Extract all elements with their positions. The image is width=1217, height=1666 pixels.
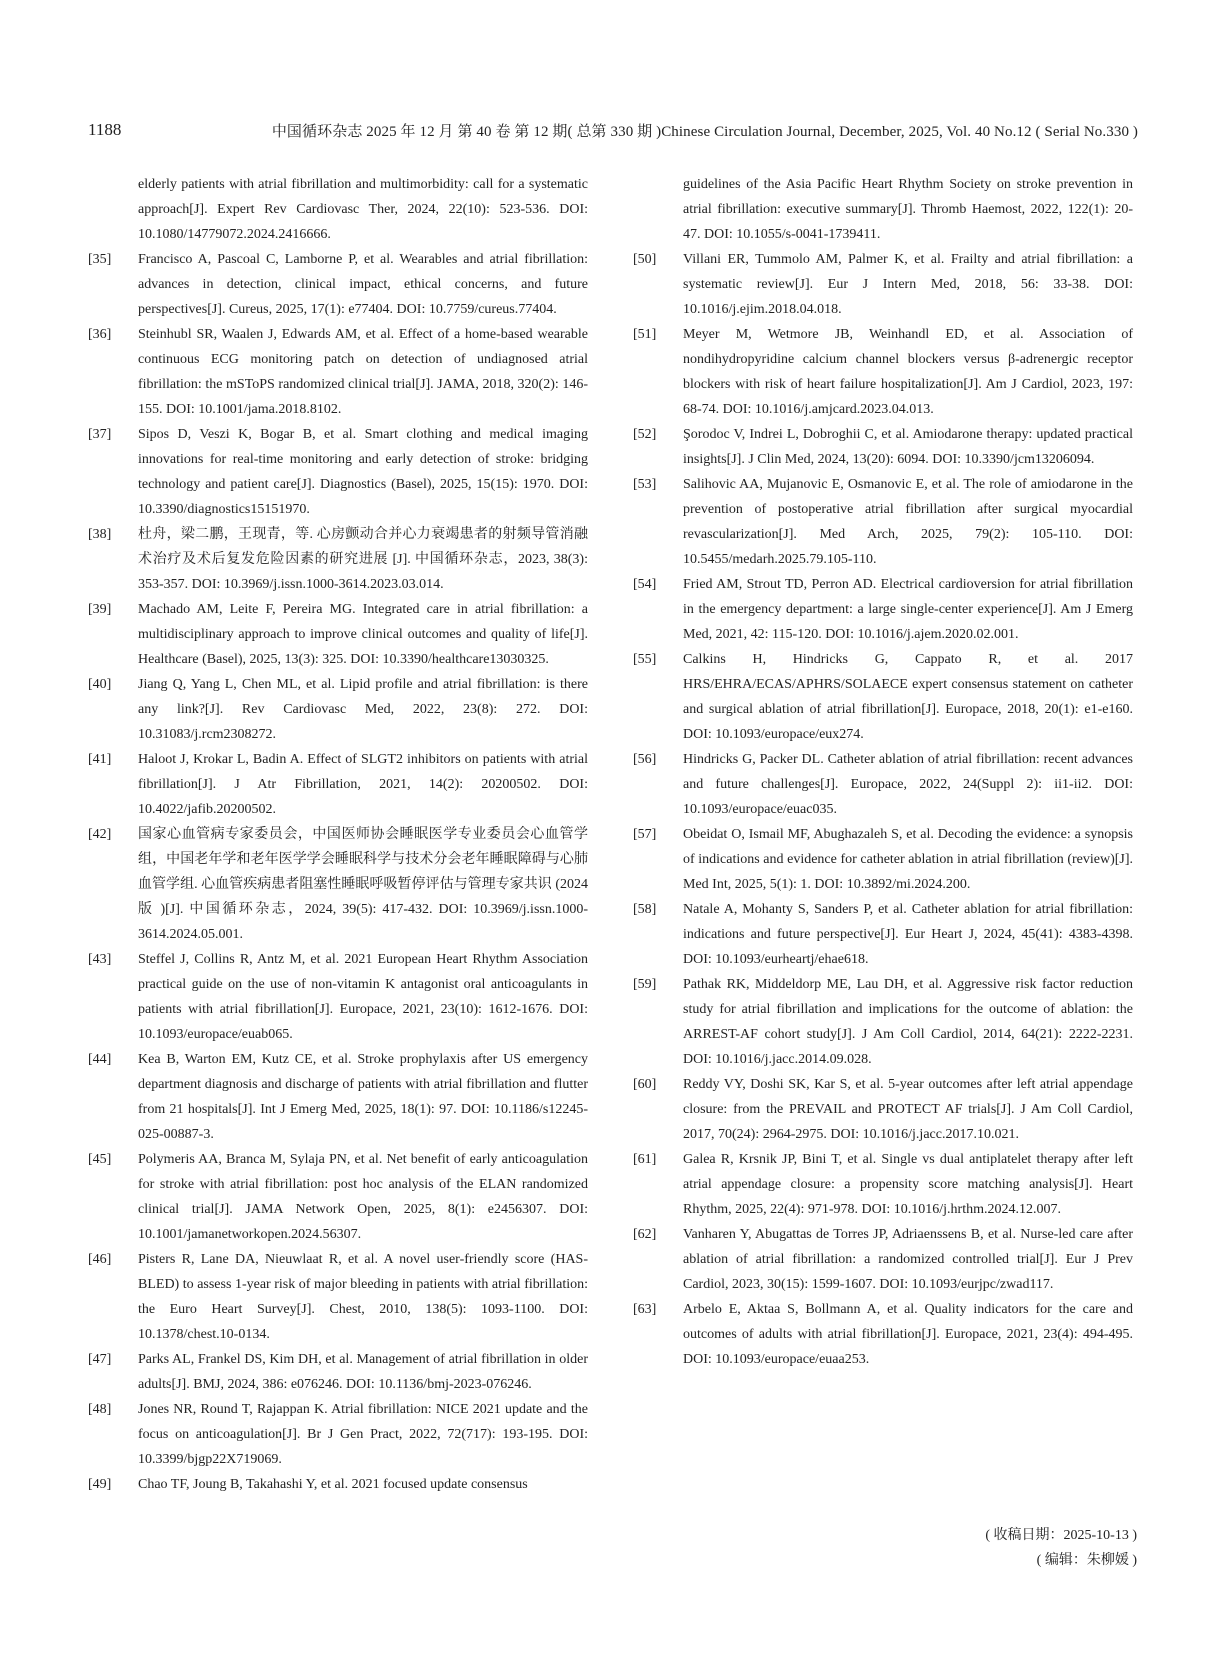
reference-list-right — [633, 247, 1133, 1372]
reference-item — [88, 422, 588, 522]
reference-item — [633, 822, 1133, 897]
reference-number: [52] — [633, 427, 657, 442]
reference-number: [63] — [633, 1302, 657, 1317]
reference-number: [53] — [633, 477, 657, 492]
reference-item — [633, 472, 1133, 572]
reference-item — [633, 972, 1133, 1072]
page-header — [88, 120, 1138, 144]
left-column — [88, 172, 588, 1497]
reference-item — [633, 322, 1133, 422]
reference-number: [49] — [88, 1477, 112, 1492]
reference-number: [38] — [88, 527, 112, 542]
reference-item — [633, 1072, 1133, 1147]
reference-text: Jiang Q, Yang L, Chen ML, et al. Lipid profile and atrial fibrillation: is there any link?[J]. Rev Cardiovasc Med, 2022, 23(8): 272. DOI: 10.31083/j.rcm2308272. — [138, 677, 588, 742]
reference-item — [633, 422, 1133, 472]
reference-number: [57] — [633, 827, 657, 842]
reference-continuation: elderly patients with atrial fibrillation and multimorbidity: call for a systematic approach[J]. Expert Rev Cardiovasc Ther, 2024, 22(10): 523-536. DOI: 10.1080/14779072.2024.2416666. — [138, 177, 588, 242]
reference-item — [88, 1397, 588, 1472]
reference-text: Arbelo E, Aktaa S, Bollmann A, et al. Quality indicators for the care and outcomes of adults with atrial fibrillation[J]. Europace, 2021, 23(4): 494-495. DOI: 10.1093/europace/euaa253. — [683, 1302, 1133, 1367]
reference-item — [633, 647, 1133, 747]
reference-text: 杜舟，梁二鹏，王现青，等. 心房颤动合并心力衰竭患者的射频导管消融术治疗及术后复发危险因素的研究进展 [J]. 中国循环杂志，2023, 38(3): 353-357. DOI: 10.3969/j.issn.1000-3614.2023.03.014. — [138, 527, 588, 592]
reference-item — [88, 1247, 588, 1347]
reference-text: Meyer M, Wetmore JB, Weinhandl ED, et al. Association of nondihydropyridine calcium channel blockers versus β-adrenergic receptor blockers with risk of heart failure hospitalization[J]. Am J Cardiol, 2023, 197: 68-74. DOI: 10.1016/j.amjcard.2023.04.013. — [683, 327, 1133, 417]
reference-item — [633, 897, 1133, 972]
reference-text: Parks AL, Frankel DS, Kim DH, et al. Management of atrial fibrillation in older adults[J]. BMJ, 2024, 386: e076246. DOI: 10.1136/bmj-2023-076246. — [138, 1352, 588, 1392]
reference-text: Francisco A, Pascoal C, Lamborne P, et al. Wearables and atrial fibrillation: advances in detection, clinical impact, ethical concerns, and future perspectives[J]. Cureus, 2025, 17(1): e77404. DOI: 10.7759/cureus.77404. — [138, 252, 588, 317]
reference-number: [54] — [633, 577, 657, 592]
reference-number: [35] — [88, 252, 112, 267]
reference-number: [42] — [88, 827, 112, 842]
reference-item — [88, 947, 588, 1047]
reference-item — [88, 672, 588, 747]
reference-text: Fried AM, Strout TD, Perron AD. Electrical cardioversion for atrial fibrillation in the emergency department: a large single-center experience[J]. Am J Emerg Med, 2021, 42: 115-120. DOI: 10.1016/j.ajem.2020.02.001. — [683, 577, 1133, 642]
reference-item — [88, 1047, 588, 1147]
reference-text: Steffel J, Collins R, Antz M, et al. 2021 European Heart Rhythm Association practical guide on the use of non-vitamin K antagonist oral anticoagulants in patients with atrial fibrillation[J]. Europace, 2021, 23(10): 1612-1676. DOI: 10.1093/europace/euab065. — [138, 952, 588, 1042]
reference-number: [39] — [88, 602, 112, 617]
reference-text: Obeidat O, Ismail MF, Abughazaleh S, et al. Decoding the evidence: a synopsis of indications and evidence for catheter ablation in atrial fibrillation (review)[J]. Med Int, 2025, 5(1): 1. DOI: 10.3892/mi.2024.200. — [683, 827, 1133, 892]
reference-text: Pathak RK, Middeldorp ME, Lau DH, et al. Aggressive risk factor reduction study for atrial fibrillation and implications for the outcome of ablation: the ARREST-AF cohort study[J]. J Am Coll Cardiol, 2014, 64(21): 2222-2231. DOI: 10.1016/j.jacc.2014.09.028. — [683, 977, 1133, 1067]
reference-number: [61] — [633, 1152, 657, 1167]
page-number: 1188 — [88, 120, 122, 139]
reference-item — [633, 572, 1133, 647]
reference-text: Galea R, Krsnik JP, Bini T, et al. Single vs dual antiplatelet therapy after left atrial appendage closure: a propensity score matching analysis[J]. Heart Rhythm, 2025, 22(4): 971-978. DOI: 10.1016/j.hrthm.2024.12.007. — [683, 1152, 1133, 1217]
reference-text: Şorodoc V, Indrei L, Dobroghii C, et al. Amiodarone therapy: updated practical insights[J]. J Clin Med, 2024, 13(20): 6094. DOI: 10.3390/jcm13206094. — [683, 427, 1133, 467]
reference-text: Hindricks G, Packer DL. Catheter ablation of atrial fibrillation: recent advances and future challenges[J]. Europace, 2022, 24(Suppl 2): ii1-ii2. DOI: 10.1093/europace/euac035. — [683, 752, 1133, 817]
reference-item — [88, 747, 588, 822]
reference-text: Jones NR, Round T, Rajappan K. Atrial fibrillation: NICE 2021 update and the focus on anticoagulation[J]. Br J Gen Pract, 2022, 72(717): 193-195. DOI: 10.3399/bjgp22X719069. — [138, 1402, 588, 1467]
reference-number: [56] — [633, 752, 657, 767]
reference-number: [51] — [633, 327, 657, 342]
reference-item — [88, 1147, 588, 1247]
reference-item — [88, 322, 588, 422]
reference-number: [50] — [633, 252, 657, 267]
reference-text: Pisters R, Lane DA, Nieuwlaat R, et al. A novel user-friendly score (HAS-BLED) to assess 1-year risk of major bleeding in patients with atrial fibrillation: the Euro Heart Survey[J]. Chest, 2010, 138(5): 1093-1100. DOI: 10.1378/chest.10-0134. — [138, 1252, 588, 1342]
reference-text: Chao TF, Joung B, Takahashi Y, et al. 2021 focused update consensus — [138, 1477, 528, 1492]
reference-number: [46] — [88, 1252, 112, 1267]
reference-number: [58] — [633, 902, 657, 917]
reference-continuation: guidelines of the Asia Pacific Heart Rhythm Society on stroke prevention in atrial fibrillation: executive summary[J]. Thromb Haemost, 2022, 122(1): 20-47. DOI: 10.1055/s-0041-1739411. — [683, 177, 1133, 242]
reference-item — [633, 1147, 1133, 1222]
reference-number: [41] — [88, 752, 112, 767]
article-footer — [985, 1523, 1137, 1573]
reference-text: Sipos D, Veszi K, Bogar B, et al. Smart clothing and medical imaging innovations for real-time monitoring and early detection of stroke: bridging technology and patient care[J]. Diagnostics (Basel), 2025, 15(15): 1970. DOI: 10.3390/diagnostics15151970. — [138, 427, 588, 517]
reference-number: [40] — [88, 677, 112, 692]
reference-item — [633, 747, 1133, 822]
reference-text: Salihovic AA, Mujanovic E, Osmanovic E, et al. The role of amiodarone in the prevention of postoperative atrial fibrillation after surgical myocardial revascularization[J]. Med Arch, 2025, 79(2): 105-110. DOI: 10.5455/medarh.2025.79.105-110. — [683, 477, 1133, 567]
reference-text: Vanharen Y, Abugattas de Torres JP, Adriaenssens B, et al. Nurse-led care after ablation of atrial fibrillation: a randomized controlled trial[J]. Eur J Prev Cardiol, 2023, 30(15): 1599-1607. DOI: 10.1093/eurjpc/zwad117. — [683, 1227, 1133, 1292]
reference-text: Natale A, Mohanty S, Sanders P, et al. Catheter ablation for atrial fibrillation: indications and future perspective[J]. Eur Heart J, 2024, 45(41): 4383-4398. DOI: 10.1093/eurheartj/ehae618. — [683, 902, 1133, 967]
reference-number: [43] — [88, 952, 112, 967]
reference-number: [47] — [88, 1352, 112, 1367]
reference-item — [88, 522, 588, 597]
reference-text: Polymeris AA, Branca M, Sylaja PN, et al. Net benefit of early anticoagulation for stroke with atrial fibrillation: post hoc analysis of the ELAN randomized clinical trial[J]. JAMA Network Open, 2025, 8(1): e2456307. DOI: 10.1001/jamanetworkopen.2024.56307. — [138, 1152, 588, 1242]
reference-text: Reddy VY, Doshi SK, Kar S, et al. 5-year outcomes after left atrial appendage closure: from the PREVAIL and PROTECT AF trials[J]. J Am Coll Cardiol, 2017, 70(24): 2964-2975. DOI: 10.1016/j.jacc.2017.10.021. — [683, 1077, 1133, 1142]
received-date: ( 收稿日期：2025-10-13 ) — [985, 1528, 1137, 1543]
reference-number: [45] — [88, 1152, 112, 1167]
reference-item — [88, 1347, 588, 1397]
right-column — [633, 172, 1133, 1372]
reference-item — [88, 247, 588, 322]
reference-number: [48] — [88, 1402, 112, 1417]
reference-item — [88, 1472, 588, 1497]
reference-item — [88, 822, 588, 947]
reference-text: Steinhubl SR, Waalen J, Edwards AM, et al. Effect of a home-based wearable continuous ECG monitoring patch on detection of undiagnosed atrial fibrillation: the mSToPS randomized clinical trial[J]. JAMA, 2018, 320(2): 146-155. DOI: 10.1001/jama.2018.8102. — [138, 327, 588, 417]
reference-item — [88, 597, 588, 672]
reference-number: [59] — [633, 977, 657, 992]
reference-text: Villani ER, Tummolo AM, Palmer K, et al. Frailty and atrial fibrillation: a systematic review[J]. Eur J Intern Med, 2018, 56: 33-38. DOI: 10.1016/j.ejim.2018.04.018. — [683, 252, 1133, 317]
reference-number: [55] — [633, 652, 657, 667]
editor-credit: ( 编辑：朱柳媛 ) — [1036, 1553, 1137, 1568]
reference-number: [44] — [88, 1052, 112, 1067]
reference-text: Haloot J, Krokar L, Badin A. Effect of SLGT2 inhibitors on patients with atrial fibrillation[J]. J Atr Fibrillation, 2021, 14(2): 20200502. DOI: 10.4022/jafib.20200502. — [138, 752, 588, 817]
reference-item — [633, 1297, 1133, 1372]
reference-item — [633, 1222, 1133, 1297]
reference-text: Calkins H, Hindricks G, Cappato R, et al. 2017 HRS/EHRA/ECAS/APHRS/SOLAECE expert consensus statement on catheter and surgical ablation of atrial fibrillation[J]. Europace, 2018, 20(1): e1-e160. DOI: 10.1093/europace/eux274. — [683, 652, 1133, 742]
reference-number: [62] — [633, 1227, 657, 1242]
reference-text: 国家心血管病专家委员会，中国医师协会睡眠医学专业委员会心血管学组，中国老年学和老年医学学会睡眠科学与技术分会老年睡眠障碍与心肺血管学组. 心血管疾病患者阻塞性睡眠呼吸暂停评估与管理专家共识 (2024 版 )[J]. 中国循环杂志，2024, 39(5): 417-432. DOI: 10.3969/j.issn.1000-3614.2024.05.001. — [138, 827, 588, 942]
reference-item — [633, 247, 1133, 322]
reference-number: [60] — [633, 1077, 657, 1092]
reference-text: Kea B, Warton EM, Kutz CE, et al. Stroke prophylaxis after US emergency department diagnosis and discharge of patients with atrial fibrillation and flutter from 21 hospitals[J]. Int J Emerg Med, 2025, 18(1): 97. DOI: 10.1186/s12245-025-00887-3. — [138, 1052, 588, 1142]
journal-running-header: 中国循环杂志 2025 年 12 月 第 40 卷 第 12 期( 总第 330 期 )Chinese Circulation Journal, December, 2025, Vol. 40 No.12 ( Serial No.330 ) — [271, 124, 1138, 140]
reference-number: [36] — [88, 327, 112, 342]
reference-number: [37] — [88, 427, 112, 442]
reference-list-left — [88, 247, 588, 1497]
reference-text: Machado AM, Leite F, Pereira MG. Integrated care in atrial fibrillation: a multidisciplinary approach to improve clinical outcomes and quality of life[J]. Healthcare (Basel), 2025, 13(3): 325. DOI: 10.3390/healthcare13030325. — [138, 602, 588, 667]
